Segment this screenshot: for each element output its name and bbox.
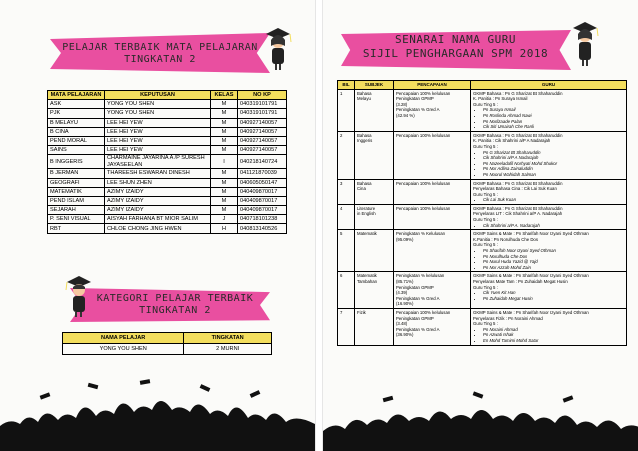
subjek-line: Literature [357,205,376,211]
row-guru [471,308,627,345]
row-pencapaian [394,272,471,309]
row-name: AZIMY IZAIDY [105,206,211,215]
guru-line: GKMP Bahasa : Pn G Sharizat Bt Shaharuddin [473,90,563,96]
page-title [50,42,270,66]
teacher-title-line-2: SIJIL PENGHARGAAN SPM 2018 [362,47,549,60]
teacher-title [333,33,578,61]
guru-name: • Pn Norulhuda Che Dos [483,254,624,260]
header-class: KELAS [211,91,238,100]
guru-line: Guru Ting 5 : [473,191,498,197]
row-name: LEE SHUN ZHEN [105,178,211,187]
row-subjek [355,131,394,179]
row-name: LEE HEI YEW [105,127,211,136]
row-subject: SEJARAH [48,206,105,215]
row-subject: SAINS [48,146,105,155]
guru-line: Guru Ting 5 : [473,284,498,290]
subjek-line: Cina [357,186,366,192]
guru-name: • Pn Nazeeladafil Norhyati Mohd Shukor [483,161,624,167]
row-class: I [211,155,238,169]
teacher-header-row [338,81,627,90]
subjek-line: Fizik [357,309,366,315]
guru-name: • Pn Zuhaidah Megat Husin [483,296,624,302]
row-subject: PJK [48,109,105,118]
pencapaian-line: Peningkatan GPMP [396,284,434,290]
guru-name: • En Mohd Tamimi Mohd Satar [483,338,624,344]
pencapaian-line: Pencapaian 100% kelulusan [396,309,451,315]
table-row [48,155,287,169]
row-subject: GEOGRAFI [48,178,105,187]
guru-name: • Pn Nor Adlina Zainaluddin [483,166,624,172]
row-subjek [355,230,394,272]
guru-name: • Pn G Sharizat Bt Shaharuddin [483,150,624,156]
row-name: CHLOE CHONG JING HWEN [105,224,211,233]
row-ic: 040409870017 [238,206,287,215]
row-name: LEE HEI YEW [105,146,211,155]
subjek-line: Bahasa [357,132,372,138]
row-name: YONG YOU SHEN [105,109,211,118]
table-row [338,272,627,309]
guru-line: Penyelaras Mate Tam : Pn Zuhaidah Megat Husin [473,279,568,284]
table-row [48,178,287,187]
header-subject: MATA PELAJARAN [48,91,105,100]
header-result: KEPUTUSAN [105,91,211,100]
guru-line: Guru Ting 5 : [473,101,498,107]
guru-line: K.Panitia : Pn Norulhuda Che Dos [473,236,538,242]
row-guru [471,230,627,272]
guru-name: • Cik Yuen Kit Han [483,290,624,296]
table-header-row [48,91,287,100]
category-line-2: TINGKATAN 2 [139,305,211,316]
row-name: THAREESH ESWARAN DINESH [105,169,211,178]
table-row [48,136,287,145]
row-ic: 040927140057 [238,136,287,145]
pencapaian-line: (42.94 %) [396,112,415,118]
header-student-name: NAMA PELAJAR [63,333,184,344]
row-name: AZIMY IZAIDY [105,196,211,205]
pencapaian-line: (85.71%) [396,279,414,284]
guru-name: • Pn Azwati Ishak [483,332,624,338]
guru-line: Penyelaras Bahasa Cina : Cik Lai Suk Kuan [473,186,557,192]
guru-name: • Pn Suraya Ismail [483,107,624,113]
guru-line: Guru Ting 5 : [473,242,498,248]
row-pencapaian [394,204,471,229]
guru-list [473,197,624,203]
subjek-line: Inggeris [357,138,373,144]
table-row [338,308,627,345]
row-subject: P. SENI VISUAL [48,215,105,224]
subjek-line: Matematik [357,273,377,279]
subjek-line: Matematik [357,231,377,237]
right-page [322,0,638,451]
guru-name: • Cik Siti Umairah Che Ranli [483,124,624,130]
guru-name: • Pn Roslinda Ahmad Nawi [483,113,624,119]
pencapaian-line: (36.90%) [396,332,414,338]
table-row [48,215,287,224]
row-pencapaian [394,179,471,204]
row-subject: PEND MORAL [48,136,105,145]
subjek-line: Melayu [357,96,371,102]
row-bil: 6 [338,272,355,309]
pencapaian-line: Peningkatan % Gred A [396,295,440,301]
row-ic: 040813140526 [238,224,287,233]
row-subject: ASK [48,100,105,109]
category-title [85,293,265,317]
row-name: LEE HEI YEW [105,118,211,127]
guru-line: GKMP Bahasa : Pn G Sharizat Bt Shaharuddin [473,180,563,186]
pencapaian-line: (95.09%) [396,236,414,242]
teacher-title-line-1: SENARAI NAMA GURU [394,33,517,46]
left-page [0,0,316,451]
row-guru [471,204,627,229]
row-guru [471,179,627,204]
row-class: M [211,118,238,127]
row-class: M [211,100,238,109]
pencapaian-line: Pencapaian 100% kelulusan [396,132,451,138]
pencapaian-line: Peningkatan GPMP [396,96,434,102]
guru-line: GKMP Bahasa : Pn G Sharizat Bt Shaharuddin [473,132,563,138]
pencapaian-line: (16.90%) [396,301,414,307]
row-ic: 040605050147 [238,178,287,187]
row-class: M [211,127,238,136]
pencapaian-line: Peningkatan % Gred A [396,326,440,332]
graduation-crowd-silhouette [323,391,638,451]
row-subject: MATEMATIK [48,187,105,196]
guru-list [473,290,624,301]
guru-list [473,223,624,229]
category-table [62,332,272,355]
row-ic: 040409870017 [238,187,287,196]
category-header-row [63,333,272,344]
table-row [48,196,287,205]
category-line-1: KATEGORI PELAJAR TERBAIK [96,293,254,304]
subjek-line: Bahasa [357,90,372,96]
row-subject: B MELAYU [48,118,105,127]
row-subjek [355,204,394,229]
row-name: LEE HEI YEW [105,136,211,145]
guru-list [473,150,624,178]
guru-name: • Pn Norlizaade Palan [483,119,624,125]
row-name: AISYAH FARHANA BT MIOR SALIM [105,215,211,224]
pencapaian-line: (4.39) [396,290,408,296]
row-ic: 040927140057 [238,146,287,155]
header-bil: BIL [338,81,355,90]
row-class: M [211,196,238,205]
category-student-name: YONG YOU SHEN [63,344,184,355]
guru-line: GKMP Sains & Mate : Pn Sharifah Noor Izyani Syed Othman [473,309,589,315]
pencapaian-line: (3.48) [396,321,408,327]
row-class: H [211,224,238,233]
row-name: CHARMAINE JAYARINA A /P SURESH JAYASEELAN [105,155,211,169]
row-guru [471,89,627,131]
row-subject: B INGGERIS [48,155,105,169]
teacher-table [337,80,627,346]
category-row [63,344,272,355]
row-subject: B CINA [48,127,105,136]
guru-line: GKMP Bahasa : Pn G Sharizat Bt Shaharuddin [473,205,563,211]
header-form: TINGKATAN [184,333,272,344]
graduation-crowd-silhouette [0,376,315,451]
row-bil: 5 [338,230,355,272]
row-subjek [355,89,394,131]
guru-line: Penyelaras LIT : Cik Shahrini a/P A. Nadarajah [473,211,563,217]
pencapaian-line: Peningkatan % Kelulusan [396,231,445,237]
pencapaian-line: Pencapaian 100% kelulusan [396,205,451,211]
guru-name: • Pn Nor Azzah Mohd Zain [483,265,624,271]
row-subjek [355,179,394,204]
row-subject: PEND ISLAM [48,196,105,205]
header-guru: GURU [471,81,627,90]
row-ic: 040409870017 [238,196,287,205]
row-bil: 2 [338,131,355,179]
row-ic: 040319101791 [238,109,287,118]
table-row [48,206,287,215]
row-class: M [211,206,238,215]
row-class: M [211,187,238,196]
header-subjek: SUBJEK [355,81,394,90]
pencapaian-line: Peningkatan % Gred A [396,107,440,113]
guru-name: • Cik Shahrini a/P A. Nadarajah [483,223,624,229]
row-ic: 041121870039 [238,169,287,178]
guru-line: Guru Ting 5 : [473,321,498,327]
title-line-2: TINGKATAN 2 [124,54,196,65]
guru-name: • Pn Nurul Huda Yazid @ Yajd [483,259,624,265]
table-row [48,100,287,109]
table-row [48,118,287,127]
row-subject: RBT [48,224,105,233]
guru-name: • Pn Sharifah Noor Izyani Syed Othman [483,248,624,254]
row-ic: 040927140057 [238,118,287,127]
row-guru [471,131,627,179]
table-row [338,89,627,131]
guru-list [473,327,624,344]
row-subject: B JERMAN [48,169,105,178]
row-name: AZIMY IZAIDY [105,187,211,196]
row-pencapaian [394,89,471,131]
guru-list [473,248,624,270]
subjek-line: Tambahan [357,279,378,284]
row-class: M [211,146,238,155]
row-class: J [211,215,238,224]
pencapaian-line: (3.28) [396,101,408,107]
table-row [338,131,627,179]
pencapaian-line: Peningkatan % kelulusan [396,273,445,279]
row-bil: 4 [338,204,355,229]
table-row [48,224,287,233]
row-bil: 7 [338,308,355,345]
row-subjek [355,272,394,309]
guru-name: • Pn Noorul Wahidah Salman [483,172,624,178]
row-pencapaian [394,230,471,272]
guru-name: • Pn Noraini Ahmad [483,327,624,333]
row-pencapaian [394,131,471,179]
row-ic: 040927140057 [238,127,287,136]
row-class: M [211,109,238,118]
guru-line: Guru Ting 5 : [473,143,498,149]
row-guru [471,272,627,309]
subject-table [47,90,287,234]
guru-line: GKMP Sains & Mate : Pn Sharifah Noor Izyani Syed Othman [473,273,589,279]
pencapaian-line: Peningkatan GPMP [396,315,434,321]
pencapaian-line: Pencapaian 100% kelulusan [396,90,451,96]
table-row [48,169,287,178]
title-line-1: PELAJAR TERBAIK MATA PELAJARAN [62,42,258,53]
row-pencapaian [394,308,471,345]
subjek-line: Bahasa [357,180,372,186]
guru-list [473,107,624,129]
category-form: 2 MURNI [184,344,272,355]
row-class: M [211,136,238,145]
guru-line: GKMP Sains & Mate : Pn Sharifah Noor Izyani Syed Othman [473,231,589,237]
table-row [338,230,627,272]
table-row [48,146,287,155]
row-ic: 040718101238 [238,215,287,224]
row-bil: 3 [338,179,355,204]
pencapaian-line: Pencapaian 100% kelulusan [396,180,451,186]
row-ic: 040319101791 [238,100,287,109]
row-bil: 1 [338,89,355,131]
header-pencapaian: PENCAPAIAN [394,81,471,90]
guru-name: • Cik Lai Suk Kuan [483,197,624,203]
header-ic: NO KP [238,91,287,100]
row-subjek [355,308,394,345]
table-row [338,204,627,229]
guru-line: K. Panitia : Cik Shahrini a/P A Nadarajah [473,138,551,144]
table-row [48,127,287,136]
guru-line: K. Panitia : Pn Suraya Ismail [473,96,528,102]
guru-line: Guru Ting 5 : [473,217,498,223]
row-name: YONG YOU SHEN [105,100,211,109]
guru-line: Penyelaras Fizik : Pn Noraini Ahmad [473,315,543,321]
subjek-line: in English [357,211,376,217]
guru-name: • Cik Shahrini a/P A Nadarajah [483,155,624,161]
table-row [48,187,287,196]
table-row [338,179,627,204]
row-ic: 040218140724 [238,155,287,169]
row-class: M [211,169,238,178]
row-class: M [211,178,238,187]
table-row [48,109,287,118]
